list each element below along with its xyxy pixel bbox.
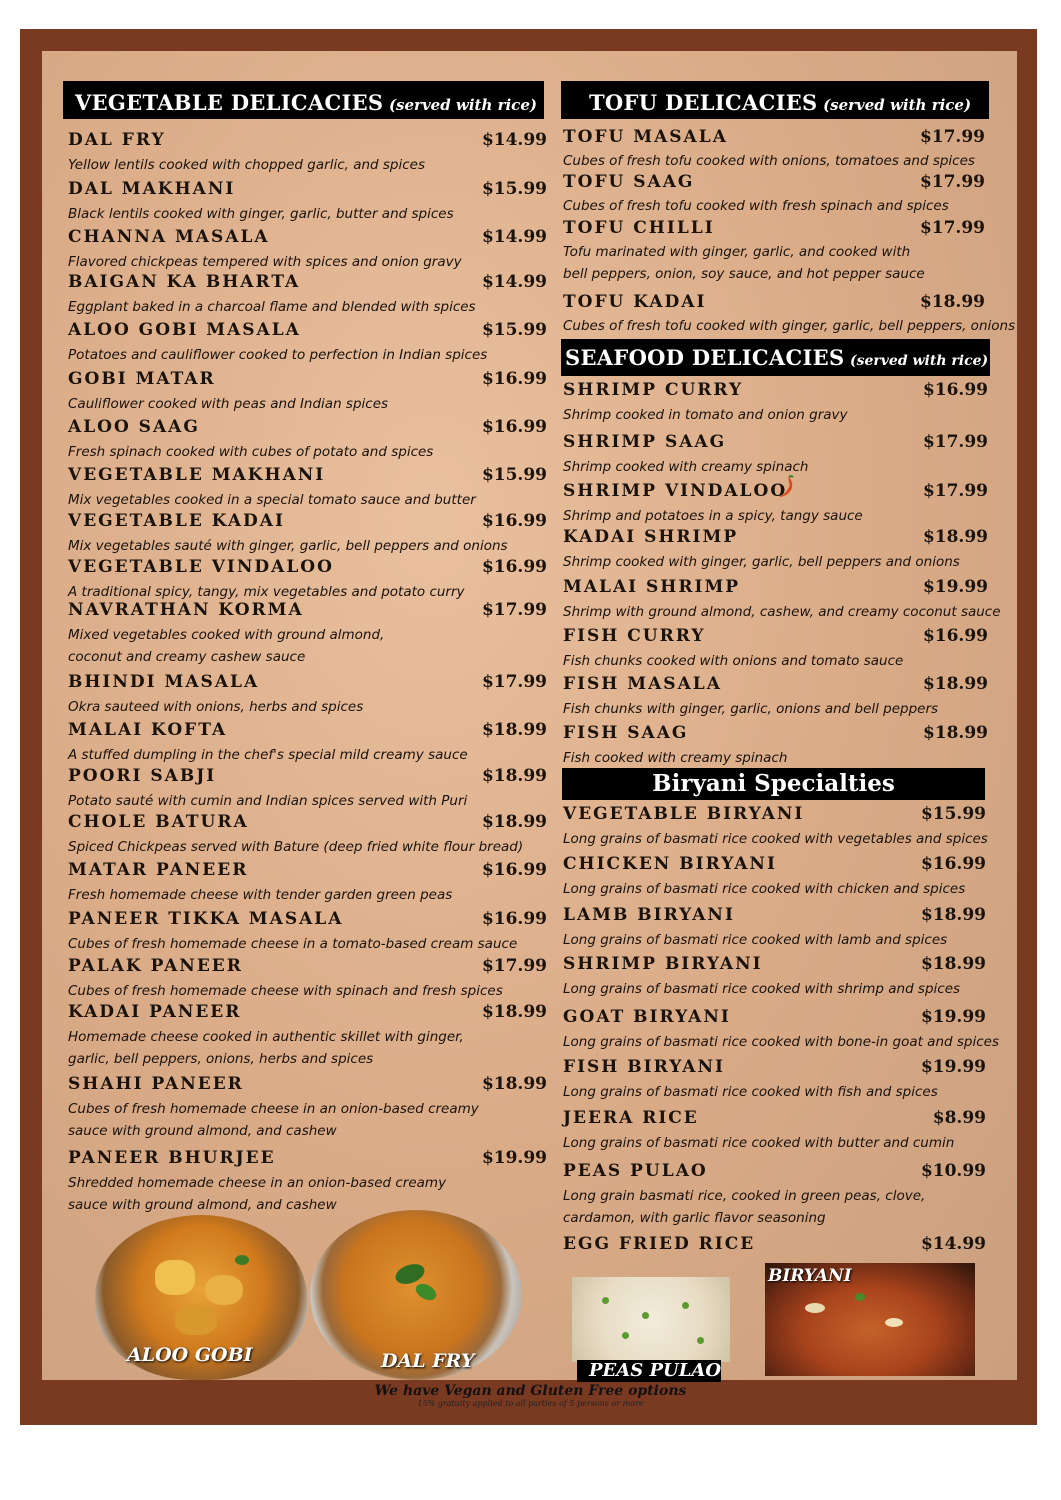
item-price: $16.99 bbox=[481, 860, 547, 880]
item-price: $16.99 bbox=[481, 417, 547, 437]
item-name: EGG FRIED RICE bbox=[563, 1234, 756, 1254]
item-price: $15.99 bbox=[481, 179, 547, 199]
item-price: $18.99 bbox=[920, 954, 986, 974]
seafood-section-header bbox=[561, 339, 990, 376]
item-name: VEGETABLE VINDALOO bbox=[68, 557, 334, 577]
item-price: $17.99 bbox=[481, 672, 547, 692]
item-description: Eggplant baked in a charcoal flame and blended with spices bbox=[68, 299, 476, 315]
item-name: CHICKEN BIRYANI bbox=[563, 854, 777, 874]
item-name: POORI SABJI bbox=[68, 766, 217, 786]
item-description: Shrimp cooked in tomato and onion gravy bbox=[563, 407, 848, 423]
veg-section-note: (served with rice) bbox=[388, 96, 537, 114]
item-price: $18.99 bbox=[481, 1074, 547, 1094]
item-description: sauce with ground almond, and cashew bbox=[68, 1197, 337, 1213]
item-name: DAL MAKHANI bbox=[68, 179, 236, 199]
item-price: $17.99 bbox=[481, 956, 547, 976]
item-description: Fish chunks with ginger, garlic, onions and bell peppers bbox=[563, 701, 939, 717]
item-price: $17.99 bbox=[922, 432, 988, 452]
garnish bbox=[235, 1255, 249, 1265]
item-name: FISH SAAG bbox=[563, 723, 689, 743]
item-description: Long grains of basmati rice cooked with butter and cumin bbox=[563, 1135, 955, 1151]
item-name: SHRIMP BIRYANI bbox=[563, 954, 763, 974]
item-price: $17.99 bbox=[481, 600, 547, 620]
item-price: $16.99 bbox=[922, 380, 988, 400]
item-price: $19.99 bbox=[920, 1057, 986, 1077]
item-name: FISH MASALA bbox=[563, 674, 722, 694]
item-description: Mix vegetables sauté with ginger, garlic, bell peppers and onions bbox=[68, 538, 508, 554]
item-description: Cubes of fresh tofu cooked with onions, tomatoes and spices bbox=[563, 153, 975, 169]
item-description: Shrimp and potatoes in a spicy, tangy sauce bbox=[563, 508, 863, 524]
item-price: $15.99 bbox=[920, 804, 986, 824]
item-name: CHANNA MASALA bbox=[68, 227, 270, 247]
item-name: MALAI KOFTA bbox=[68, 720, 228, 740]
item-description: Shredded homemade cheese in an onion-based creamy bbox=[68, 1175, 447, 1191]
item-description: Mixed vegetables cooked with ground almond, bbox=[68, 627, 385, 643]
dal-fry-photo-label: DAL FRY bbox=[381, 1350, 475, 1372]
tofu-section-header bbox=[561, 81, 989, 119]
item-description: Shrimp cooked with ginger, garlic, bell peppers and onions bbox=[563, 554, 960, 570]
item-name: PANEER BHURJEE bbox=[68, 1148, 276, 1168]
item-name: PALAK PANEER bbox=[68, 956, 243, 976]
item-name: TOFU CHILLI bbox=[563, 218, 715, 238]
item-price: $16.99 bbox=[481, 511, 547, 531]
biryani-photo-label: BIRYANI bbox=[768, 1266, 852, 1286]
item-name: FISH BIRYANI bbox=[563, 1057, 725, 1077]
item-price: $17.99 bbox=[919, 172, 985, 192]
item-price: $18.99 bbox=[481, 720, 547, 740]
item-name: PEAS PULAO bbox=[563, 1161, 708, 1181]
item-description: Cubes of fresh homemade cheese in an onion-based creamy bbox=[68, 1101, 479, 1117]
tofu-section-note: (served with rice) bbox=[823, 96, 972, 114]
item-name: MALAI SHRIMP bbox=[563, 577, 741, 597]
item-description: Long grain basmati rice, cooked in green peas, clove, bbox=[563, 1188, 926, 1204]
item-description: Homemade cheese cooked in authentic skillet with ginger, bbox=[68, 1029, 464, 1045]
item-name: BHINDI MASALA bbox=[68, 672, 260, 692]
item-name: VEGETABLE MAKHANI bbox=[68, 465, 326, 485]
item-description: Yellow lentils cooked with chopped garlic, and spices bbox=[68, 157, 425, 173]
biryani-section-header bbox=[562, 768, 985, 800]
item-name: NAVRATHAN KORMA bbox=[68, 600, 304, 620]
item-description: Cubes of fresh homemade cheese in a tomato-based cream sauce bbox=[68, 936, 518, 952]
item-price: $16.99 bbox=[922, 626, 988, 646]
aloo-gobi-chunk bbox=[175, 1305, 217, 1335]
item-price: $18.99 bbox=[920, 905, 986, 925]
item-name: MATAR PANEER bbox=[68, 860, 249, 880]
item-price: $17.99 bbox=[919, 218, 985, 238]
chili-pepper-icon bbox=[775, 475, 797, 499]
item-name: FISH CURRY bbox=[563, 626, 706, 646]
garnish bbox=[885, 1318, 903, 1327]
item-description: bell peppers, onion, soy sauce, and hot pepper sauce bbox=[563, 266, 925, 282]
item-description: coconut and creamy cashew sauce bbox=[68, 649, 306, 665]
item-name: ALOO SAAG bbox=[68, 417, 200, 437]
item-description: Fish chunks cooked with onions and tomato sauce bbox=[563, 653, 904, 669]
pea bbox=[622, 1332, 629, 1339]
item-name: PANEER TIKKA MASALA bbox=[68, 909, 344, 929]
item-name: ALOO GOBI MASALA bbox=[68, 320, 301, 340]
item-description: Long grains of basmati rice cooked with bone-in goat and spices bbox=[563, 1034, 999, 1050]
item-description: Okra sauteed with onions, herbs and spices bbox=[68, 699, 364, 715]
tofu-section-title: TOFU DELICACIES bbox=[589, 90, 818, 115]
item-description: Fish cooked with creamy spinach bbox=[563, 750, 788, 766]
item-description: Tofu marinated with ginger, garlic, and cooked with bbox=[563, 244, 911, 260]
item-price: $19.99 bbox=[481, 1148, 547, 1168]
item-description: garlic, bell peppers, onions, herbs and spices bbox=[68, 1051, 374, 1067]
item-price: $16.99 bbox=[481, 557, 547, 577]
item-description: Long grains of basmati rice cooked with chicken and spices bbox=[563, 881, 966, 897]
item-description: A traditional spicy, tangy, mix vegetables and potato curry bbox=[68, 584, 465, 600]
item-name: TOFU MASALA bbox=[563, 127, 728, 147]
peas-pulao-photo bbox=[572, 1277, 730, 1362]
item-description: Fresh homemade cheese with tender garden green peas bbox=[68, 887, 453, 903]
item-description: Cubes of fresh tofu cooked with fresh spinach and spices bbox=[563, 198, 949, 214]
item-name: SHRIMP SAAG bbox=[563, 432, 727, 452]
item-price: $18.99 bbox=[922, 674, 988, 694]
veg-section-header bbox=[63, 81, 544, 119]
gratuity-note: 15% gratuity applied to all parties of 5 persons or more bbox=[417, 1399, 644, 1408]
garnish bbox=[805, 1303, 825, 1313]
item-price: $18.99 bbox=[481, 1002, 547, 1022]
item-price: $8.99 bbox=[932, 1108, 986, 1128]
item-description: cardamon, with garlic flavor seasoning bbox=[563, 1210, 826, 1226]
item-price: $16.99 bbox=[481, 909, 547, 929]
item-name: KADAI PANEER bbox=[68, 1002, 242, 1022]
item-name: TOFU KADAI bbox=[563, 292, 707, 312]
item-description: Potato sauté with cumin and Indian spices served with Puri bbox=[68, 793, 468, 809]
item-price: $10.99 bbox=[920, 1161, 986, 1181]
item-name: KADAI SHRIMP bbox=[563, 527, 739, 547]
peas-pulao-photo-label: PEAS PULAO bbox=[589, 1360, 722, 1381]
item-description: Mix vegetables cooked in a special tomato sauce and butter bbox=[68, 492, 476, 508]
item-name: SHRIMP VINDALOO bbox=[563, 481, 788, 501]
garnish bbox=[413, 1280, 439, 1303]
item-price: $19.99 bbox=[920, 1007, 986, 1027]
item-description: Long grains of basmati rice cooked with shrimp and spices bbox=[563, 981, 961, 997]
item-description: A stuffed dumpling in the chef's special mild creamy sauce bbox=[68, 747, 468, 763]
item-price: $15.99 bbox=[481, 320, 547, 340]
seafood-section-note: (served with rice) bbox=[849, 353, 989, 369]
item-name: GOAT BIRYANI bbox=[563, 1007, 731, 1027]
item-name: VEGETABLE KADAI bbox=[68, 511, 285, 531]
item-name: GOBI MATAR bbox=[68, 369, 216, 389]
item-description: sauce with ground almond, and cashew bbox=[68, 1123, 337, 1139]
item-description: Flavored chickpeas tempered with spices and onion gravy bbox=[68, 254, 462, 270]
item-description: Black lentils cooked with ginger, garlic, butter and spices bbox=[68, 206, 454, 222]
item-name: JEERA RICE bbox=[563, 1108, 699, 1128]
item-price: $16.99 bbox=[920, 854, 986, 874]
item-price: $17.99 bbox=[922, 481, 988, 501]
garnish bbox=[855, 1293, 865, 1301]
item-name: VEGETABLE BIRYANI bbox=[563, 804, 805, 824]
item-description: Fresh spinach cooked with cubes of potato and spices bbox=[68, 444, 434, 460]
item-price: $18.99 bbox=[481, 812, 547, 832]
pea bbox=[697, 1337, 704, 1344]
item-name: BAIGAN KA BHARTA bbox=[68, 272, 301, 292]
pea bbox=[642, 1312, 649, 1319]
item-name: TOFU SAAG bbox=[563, 172, 695, 192]
biryani-section-title: Biryani Specialties bbox=[652, 770, 895, 797]
item-name: LAMB BIRYANI bbox=[563, 905, 735, 925]
item-description: Spiced Chickpeas served with Bature (deep fried white flour bread) bbox=[68, 839, 524, 855]
item-price: $14.99 bbox=[481, 272, 547, 292]
item-price: $14.99 bbox=[481, 227, 547, 247]
aloo-gobi-chunk bbox=[205, 1275, 243, 1305]
seafood-section-title: SEAFOOD DELICACIES bbox=[565, 345, 845, 370]
aloo-gobi-chunk bbox=[155, 1260, 195, 1295]
item-description: Cubes of fresh homemade cheese with spinach and fresh spices bbox=[68, 983, 503, 999]
item-description: Cauliflower cooked with peas and Indian spices bbox=[68, 396, 389, 412]
item-price: $16.99 bbox=[481, 369, 547, 389]
item-description: Long grains of basmati rice cooked with vegetables and spices bbox=[563, 831, 988, 847]
item-price: $18.99 bbox=[922, 527, 988, 547]
item-price: $18.99 bbox=[922, 723, 988, 743]
item-price: $19.99 bbox=[922, 577, 988, 597]
item-name: SHRIMP CURRY bbox=[563, 380, 744, 400]
aloo-gobi-photo-label: ALOO GOBI bbox=[127, 1344, 253, 1366]
item-price: $15.99 bbox=[481, 465, 547, 485]
item-description: Cubes of fresh tofu cooked with ginger, garlic, bell peppers, onions bbox=[563, 318, 1016, 334]
item-name: DAL FRY bbox=[68, 130, 166, 150]
item-description: Long grains of basmati rice cooked with fish and spices bbox=[563, 1084, 938, 1100]
item-price: $17.99 bbox=[919, 127, 985, 147]
item-price: $14.99 bbox=[481, 130, 547, 150]
item-price: $18.99 bbox=[481, 766, 547, 786]
item-description: Long grains of basmati rice cooked with lamb and spices bbox=[563, 932, 948, 948]
item-price: $14.99 bbox=[920, 1234, 986, 1254]
veg-section-title: VEGETABLE DELICACIES bbox=[75, 90, 384, 115]
item-description: Shrimp cooked with creamy spinach bbox=[563, 459, 809, 475]
item-description: Shrimp with ground almond, cashew, and creamy coconut sauce bbox=[563, 604, 1001, 620]
dietary-options-note: We have Vegan and Gluten Free options bbox=[374, 1383, 687, 1399]
pea bbox=[682, 1302, 689, 1309]
item-description: Potatoes and cauliflower cooked to perfection in Indian spices bbox=[68, 347, 488, 363]
item-name: CHOLE BATURA bbox=[68, 812, 249, 832]
item-name: SHAHI PANEER bbox=[68, 1074, 244, 1094]
item-price: $18.99 bbox=[919, 292, 985, 312]
pea bbox=[602, 1297, 609, 1304]
